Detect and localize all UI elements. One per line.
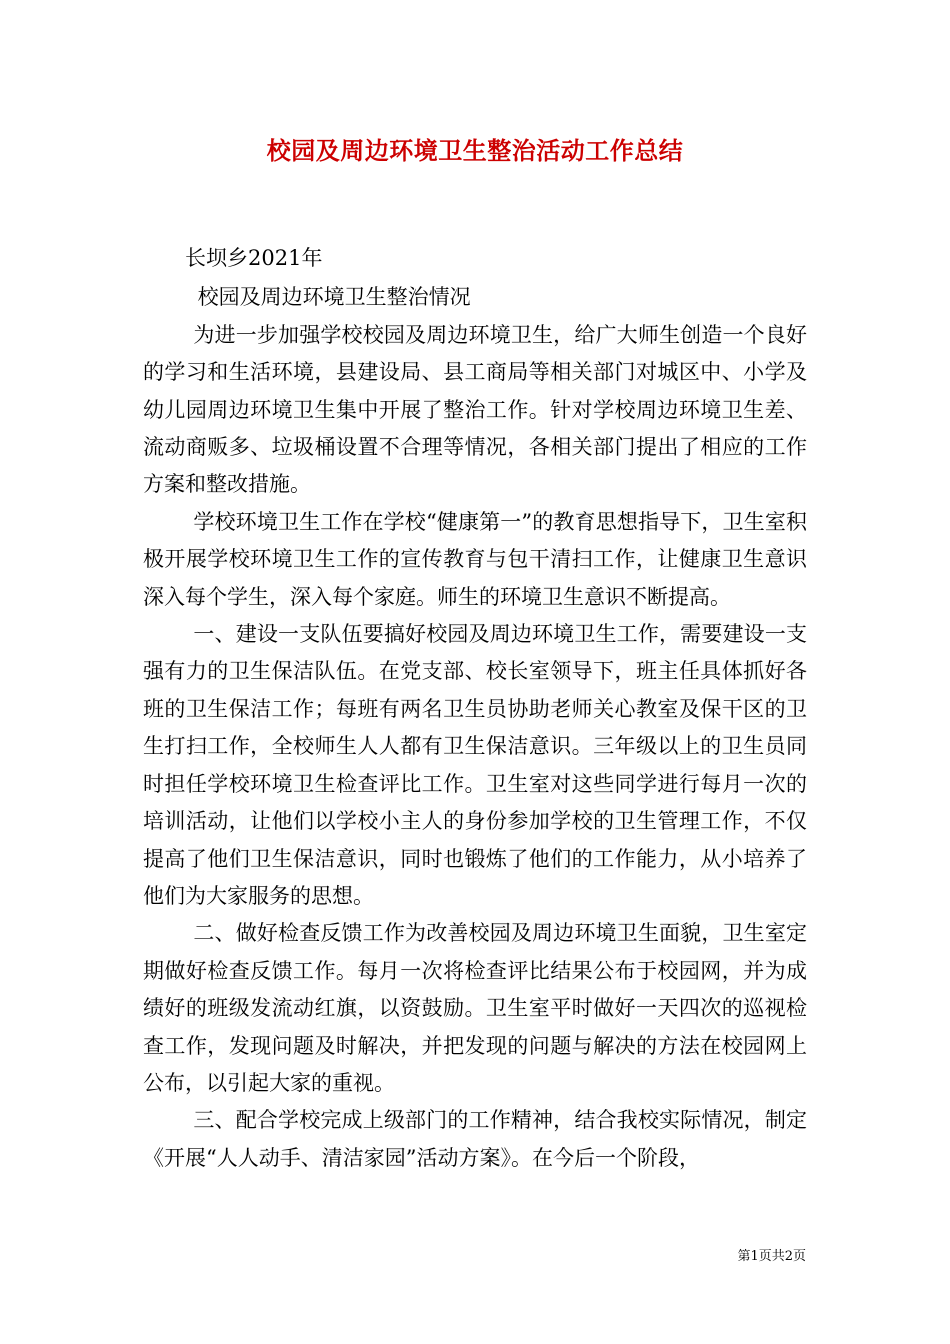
paragraph-section-3: 三、配合学校完成上级部门的工作精神，结合我校实际情况，制定《开展“人人动手、清洁家园”活动方案》。在今后一个阶段， — [143, 1108, 807, 1170]
paragraph-intro: 为进一步加强学校校园及周边环境卫生，给广大师生创造一个良好的学习和生活环境，县建设局、县工商局等相关部门对城区中、小学及幼儿园周边环境卫生集中开展了整治工作。针对学校周边环境卫生差、流动商贩多、垃圾桶设置不合理等情况，各相关部门提出了相应的工作方案和整改措施。 — [143, 322, 807, 497]
paragraph-section-2: 二、做好检查反馈工作为改善校园及周边环境卫生面貌，卫生室定期做好检查反馈工作。每月一次将检查评比结果公布于校园网，并为成绩好的班级发流动红旗，以资鼓励。卫生室平时做好一天四次的巡视检查工作，发现问题及时解决，并把发现的问题与解决的方法在校园网上公布，以引起大家的重视。 — [143, 921, 807, 1095]
document-body — [143, 240, 807, 1177]
document-title: 校园及周边环境卫生整治活动工作总结 — [266, 136, 684, 165]
date-line: 长坝乡2021年 — [185, 246, 323, 270]
paragraph-section-1: 一、建设一支队伍要搞好校园及周边环境卫生工作，需要建设一支强有力的卫生保洁队伍。在党支部、校长室领导下，班主任具体抓好各班的卫生保洁工作；每班有两名卫生员协助老师关心教室及保干区的卫生打扫工作，全校师生人人都有卫生保洁意识。三年级以上的卫生员同时担任学校环境卫生检查评比工作。卫生室对这些同学进行每月一次的培训活动，让他们以学校小主人的身份参加学校的卫生管理工作，不仅提高了他们卫生保洁意识，同时也锻炼了他们的工作能力，从小培养了他们为大家服务的思想。 — [143, 622, 807, 908]
page-number-footer: 第1页共2页 — [737, 1249, 806, 1264]
paragraph-overview: 学校环境卫生工作在学校“健康第一”的教育思想指导下，卫生室积极开展学校环境卫生工作的宣传教育与包干清扫工作，让健康卫生意识深入每个学生，深入每个家庭。师生的环境卫生意识不断提高。 — [143, 509, 807, 609]
subtitle: 校园及周边环境卫生整治情况 — [197, 285, 471, 310]
